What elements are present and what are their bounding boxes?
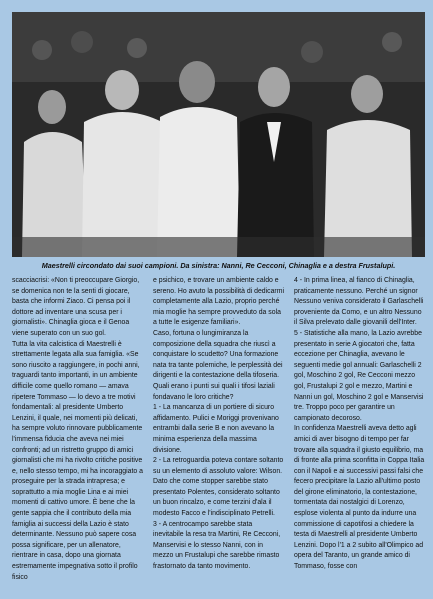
article-column-3 [294,276,425,594]
paragraph: 1 - La mancanza di un portiere di sicuro affidamento. Pulici e Moriggi provenivano entrambi dalla serie B e non avevano la minima esperienza della massima divisione. [153,404,279,454]
article-body [12,276,425,594]
team-photo-image [12,12,425,257]
paragraph: 3 - A centrocampo sarebbe stata inevitabile la resa tra Martini, Re Cecconi, Manservisi e lo stesso Nanni, con in mezzo un Frustalupi che sarebbe rimasto frastornato da tanto movimento. [153,520,281,571]
photo-caption: Maestrelli circondato dai suoi campioni. Da sinistra: Nanni, Re Cecconi, Chinaglia e a destra Frustalupi. [41,261,396,270]
paragraph: 5 - Statistiche alla mano, la Lazio avrebbe presentato in serie A giocatori che, fatta eccezione per Chinaglia, avevano le seguenti medie gol annuali: Garlaschelli 2 gol, Moschino 2 gol, Re Cecconi mezzo gol, Frustalupi 2 gol e mezzo, Martini e Nanni un gol, Moschino 2 gol e Manservisi tre. Troppo poco per garantire un campionato decoroso. [294,329,424,422]
paragraph: scacciacrisi: «Non ti preoccupare Giorgio, se domenica non te la senti di giocare, basta che informi Ziaco. Ci pensa poi il dottore ad inventare una scusa per i giornalisti». Chinaglia gioca e il Genoa viene superato con un suo gol. [12,277,140,337]
team-photo [12,12,425,257]
article-column-2 [153,276,284,594]
paragraph: 2 - La retroguardia poteva contare soltanto su un elemento di assoluto valore: Wilson. Dato che come stopper sarebbe stato presentato Polentes, considerato soltanto un buon rincalzo, e come terzini d'ala il modesto Facco e l'indisciplinato Petrelli. [153,457,284,518]
article-column-1 [12,276,143,594]
paragraph: e psichico, e trovare un ambiente caldo e sereno. Ho avuto la possibilità di dedicarmi completamente alla Lazio, proprio perché mia moglie ha sempre provveduto da sola a tutte le esigenze familiari». [153,277,284,327]
paragraph: Quali erano i punti sui quali i tifosi laziali fondavano le loro critiche? [153,382,275,401]
paragraph: Caso, fortuna o lungimiranza la composizione della squadra che riuscì a conquistare lo scudetto? Una formazione nata tra tante polemiche, le perplessità dei dirigenti e la contestazione della tifoseria. [153,329,283,380]
paragraph: 4 - In prima linea, al fianco di Chinaglia, praticamente nessuno. Perché un signor Nessuno veniva considerato il Garlaschelli proveniente da Como, e un altro Nessuno il Silva prelevato dalle giovanili dell'Inter. [294,277,424,327]
paragraph: In confidenza Maestrelli aveva detto agli amici di aver bisogno di tempo per far trovare alla squadra il giusto equilibrio, ma di fronte alla prima sconfitta in Coppa Italia con il Napoli e ai successivi passi falsi che fecero precipitare la Lazio all'ultimo posto del girone eliminatorio, la contestazione, tormentata dai nostalgici di Lorenzo, esplose violenta al punto da indurre una commissione di capotifosi a chiedere la testa di Maestrelli al presidente Umberto Lenzini. Dopo l'1 a 2 subito all'Olimpico ad opera del Taranto, un grande amico di Tommaso, fosse con [294,425,425,571]
paragraph: Tutta la vita calcistica di Maestrelli è strettamente legata alla sua famiglia. «Se sono riuscito a raggiungere, in pochi anni, traguardi tanto importanti, in un ambiente difficile come quello romano — amava ripetere Tommaso — lo devo a tre motivi fondamentali: al presidente Umberto Lenzini, il quale, nei momenti più delicati, ha sempre voluto rinnovare pubblicamente l'immensa fiducia che aveva nei miei confronti; ad un ristretto gruppo di amici giornalisti che mi ha rivolto critiche positive e, nello stesso tempo, mi ha incoraggiato a proseguire per la strada intrapresa; e soprattutto a mia moglie Lina e ai miei momenti di cattivo umore. È bene che la gente sappia che il contributo della mia famiglia ai successi della Lazio è stato determinante. Nessuno può sapere cosa possa significare, per un allenatore, rientrare in casa, dopo una giornata estremamente impegnativa sotto il profilo fisico [12,340,143,581]
